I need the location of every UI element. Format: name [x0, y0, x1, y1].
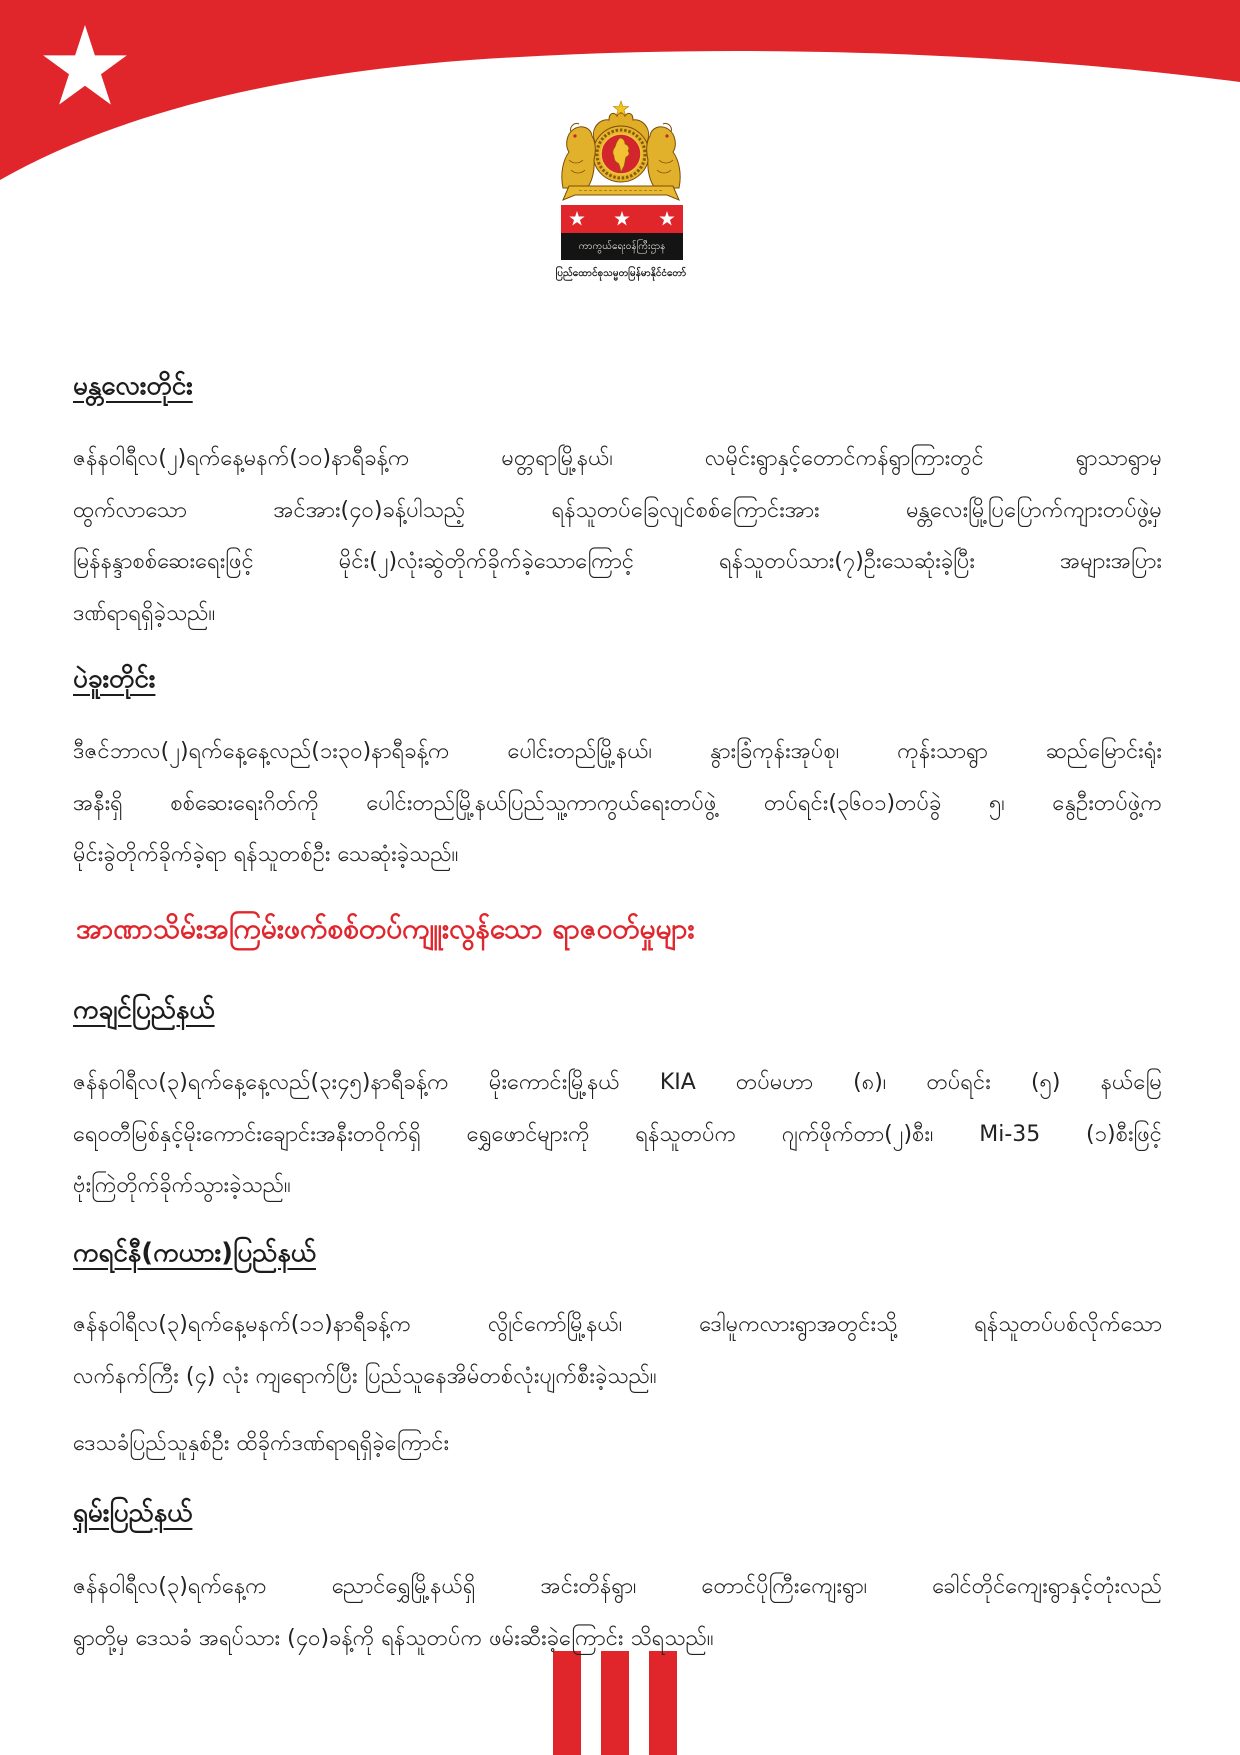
state-heading-karenni: ကရင်နီ(ကယား)ပြည်နယ် — [73, 1238, 317, 1268]
country-label: ပြည်ထောင်စုသမ္မတမြန်မာနိုင်ငံတော် — [555, 268, 687, 279]
paragraph-shan — [73, 1561, 1162, 1664]
star-icon — [659, 211, 674, 225]
region-heading-mandalay: မန္တလေးတိုင်း — [73, 371, 193, 401]
paragraph-karenni — [73, 1299, 1162, 1402]
ministry-label: ကာကွယ်ရေးဝန်ကြီးဌာန — [561, 233, 683, 260]
seal-star-band-stars — [561, 205, 683, 233]
crimes-section-title: အာဏာသိမ်းအကြမ်းဖက်စစ်တပ်ကျူးလွန်သော ရာဇဝတ်မှုများ — [76, 912, 695, 945]
paragraph-mandalay — [73, 433, 1162, 639]
chinthe-right — [647, 123, 680, 188]
paragraph-line: လက်နက်ကြီး (၄) လုံး ကျရောက်ပြီး ပြည်သူနေအိမ်တစ်လုံးပျက်စီးခဲ့သည်။ — [73, 1363, 657, 1389]
paragraph-karenni-casualties — [73, 1418, 1162, 1470]
bottom-stripe — [649, 1651, 677, 1755]
state-seal-emblem — [559, 100, 683, 204]
bottom-stripe — [601, 1651, 629, 1755]
chinthe-left — [562, 123, 595, 188]
paragraph-line: အနီးရှိ စစ်ဆေးရေးဂိတ်ကို ပေါင်းတည်မြို့နယ်ပြည်သူ့ကာကွယ်ရေးတပ်ဖွဲ့ တပ်ရင်း(၃၆၀၁)တပ်ခွဲ ၅၊ နွေဦးတပ်ဖွဲ့က — [73, 790, 1162, 816]
paragraph-line: ဒဏ်ရာရရှိခဲ့သည်။ — [73, 600, 216, 626]
paragraph-line: ဒီဇင်ဘာလ(၂)ရက်နေ့နေ့လည်(၁း၃၀)နာရီခန့်က ပေါင်းတည်မြို့နယ်၊ နွားခြံကုန်းအုပ်စု၊ ကုန်းသာရွာ ဆည်မြောင်းရုံး — [73, 739, 1162, 764]
state-heading-shan: ရှမ်းပြည်နယ် — [73, 1498, 193, 1528]
paragraph-line: ရေဝတီမြစ်နှင့်မိုးကောင်းချောင်းအနီးတဝိုက်ရှိ ရွှေဖောင်များကို ရန်သူတပ်က ဂျက်ဖိုက်တာ(၂)စီး၊ Mi-35 (၁)စီးဖြင့် — [73, 1121, 1162, 1147]
paragraph-line: မိုင်းခွဲတိုက်ခိုက်ခဲ့ရာ ရန်သူတစ်ဦး သေဆုံးခဲ့သည်။ — [73, 842, 459, 867]
state-heading-kachin: ကချင်ပြည်နယ် — [73, 995, 215, 1025]
paragraph-line: ဇန်နဝါရီလ(၃)ရက်နေ့က ညောင်ရွှေမြို့နယ်ရှိ အင်းတိန်ရွာ၊ တောင်ပိုကြီးကျေးရွာ၊ ခေါင်တိုင်ကျေးရွာနှင့်တုံးလည် — [73, 1574, 1162, 1599]
paragraph-line: ဇန်နဝါရီလ(၂)ရက်နေ့မနက်(၁၀)နာရီခန့်က မတ္တရာမြို့နယ်၊ လမိုင်းရွာနှင့်တောင်ကန်ရွာကြားတွင် ရွာသာရွာမှ — [73, 446, 1162, 471]
paragraph-line: ဗုံးကြဲတိုက်ခိုက်သွားခဲ့သည်။ — [73, 1173, 291, 1198]
bottom-stripe — [553, 1651, 581, 1755]
seal-ribbon — [563, 186, 679, 200]
paragraph-bago — [73, 726, 1162, 881]
paragraph-line: ထွက်လာသော အင်အား(၄၀)ခန့်ပါသည့် ရန်သူတပ်ခြေလျင်စစ်ကြောင်းအား မန္တလေးမြို့ပြပြောက်ကျားတပ်ဖွဲ့မှ — [73, 497, 1162, 523]
star-icon — [614, 211, 629, 225]
paragraph-line: ရွာတို့မှ ဒေသခံ အရပ်သား (၄၀)ခန့်ကို ရန်သူတပ်က ဖမ်းဆီးခဲ့ကြောင်း သိရသည်။ — [73, 1625, 714, 1651]
paragraph-line: ဇန်နဝါရီလ(၃)ရက်နေ့နေ့လည်(၃း၄၅)နာရီခန့်က မိုးကောင်းမြို့နယ် KIA တပ်မဟာ (၈)၊ တပ်ရင်း (၅) နယ်မြေ — [73, 1070, 1162, 1095]
star-icon — [569, 211, 584, 225]
paragraph-line: မြန်နန္ဒာစစ်ဆေးရေးဖြင့် မိုင်း(၂)လုံးဆွဲတိုက်ခိုက်ခဲ့သောကြောင့် ရန်သူတပ်သား(၇)ဦးသေဆုံးခဲ့ပြီး အများအပြား — [73, 549, 1162, 574]
region-heading-bago: ပဲခူးတိုင်း — [73, 664, 156, 694]
paragraph-kachin — [73, 1057, 1162, 1212]
paragraph-line: ဇန်နဝါရီလ(၃)ရက်နေ့မနက်(၁၁)နာရီခန့်က လွိုင်ကော်မြို့နယ်၊ ဒေါမူကလားရွာအတွင်းသို့ ရန်သူတပ်ပစ်လိုက်သော — [73, 1312, 1162, 1337]
seal-star-band — [561, 205, 683, 233]
paragraph-line: ဒေသခံပြည်သူနှစ်ဦး ထိခိုက်ဒဏ်ရာရရှိခဲ့ကြောင်း — [73, 1431, 450, 1456]
